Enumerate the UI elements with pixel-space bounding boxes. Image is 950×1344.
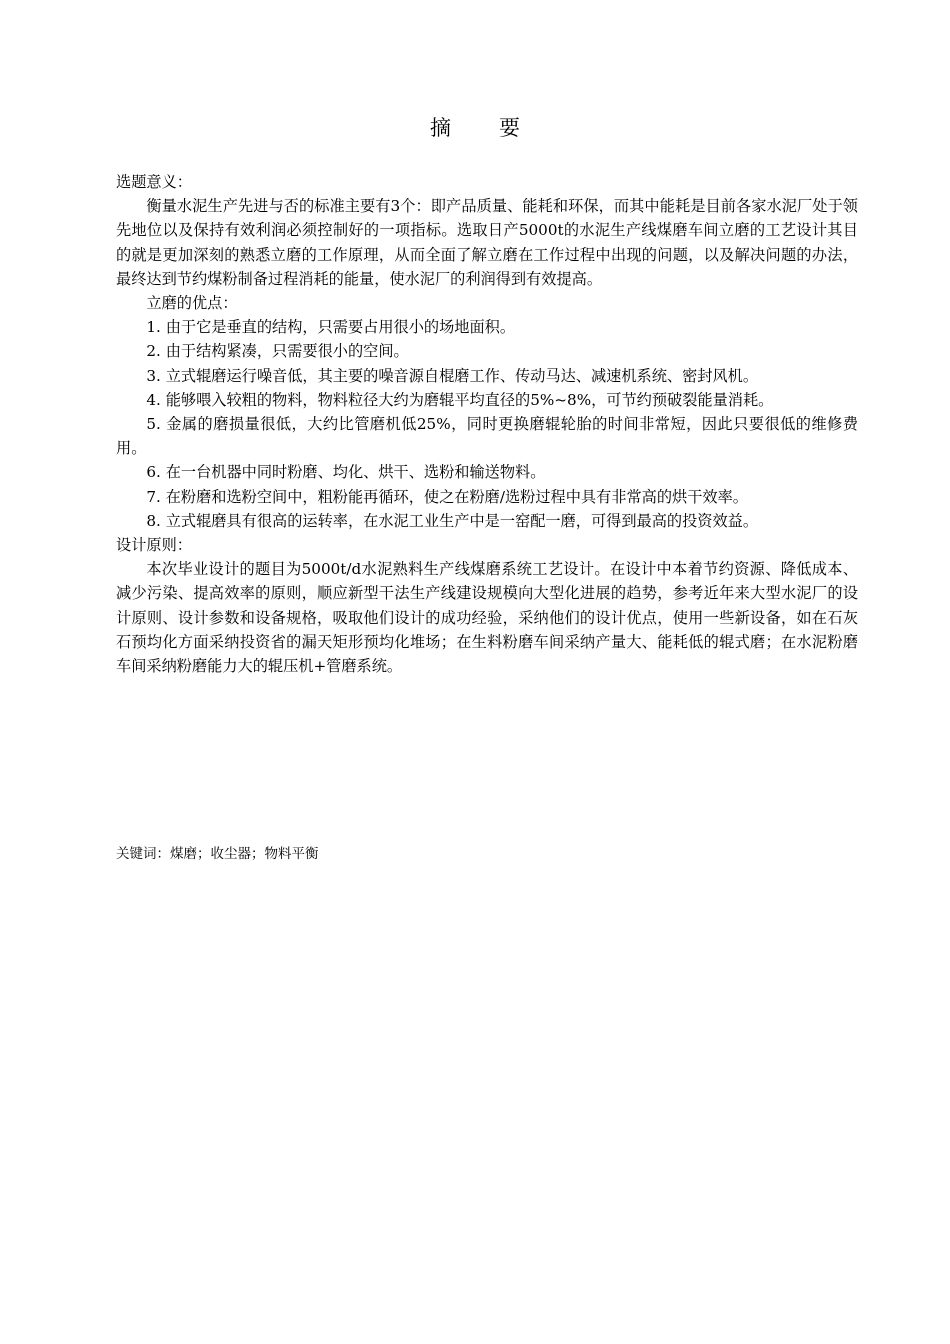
advantage-item-4: 4. 能够喂入较粗的物料，物料粒径大约为磨辊平均直径的5%~8%，可节约预破裂能量消耗。 <box>146 390 774 409</box>
significance-paragraph: 衡量水泥生产先进与否的标准主要有3个：即产品质量、能耗和环保，而其中能耗是目前各家水泥厂处于领先地位以及保持有效利润必须控制好的一项指标。选取日产5000t的水泥生产线煤磨车间立磨的工艺设计其目的就是更加深刻的熟悉立磨的工作原理，从而全面了解立磨在工作过程中出现的问题，以及解决问题的办法，最终达到节约煤粉制备过程消耗的能量，使水泥厂的利润得到有效提高。 <box>116 197 858 288</box>
title-char-1: 摘 <box>430 116 451 140</box>
section-heading-design-principles: 设计原则： <box>116 536 192 555</box>
design-principles-paragraph: 本次毕业设计的题目为5000t/d水泥熟料生产线煤磨系统工艺设计。在设计中本着节约资源、降低成本、减少污染、提高效率的原则，顺应新型干法生产线建设规模向大型化进展的趋势，参考近年来大型水泥厂的设计原则、设计参数和设备规格，吸取他们设计的成功经验，采纳他们的设计优点，使用一些新设备，如在石灰石预均化方面采纳投资省的漏天矩形预均化堆场；在生料粉磨车间采纳产量大、能耗低的辊式磨；在水泥粉磨车间采纳粉磨能力大的辊压机+管磨系统。 <box>116 560 858 676</box>
page-title <box>0 112 950 142</box>
advantages-heading: 立磨的优点： <box>146 294 238 313</box>
title-char-2: 要 <box>499 116 520 140</box>
advantage-item-1: 1. 由于它是垂直的结构，只需要占用很小的场地面积。 <box>146 318 516 337</box>
advantage-item-8: 8. 立式辊磨具有很高的运转率，在水泥工业生产中是一窑配一磨，可得到最高的投资效益。 <box>146 511 759 530</box>
section-heading-significance: 选题意义： <box>116 173 192 191</box>
abstract-body <box>116 170 858 678</box>
advantage-item-3: 3. 立式辊磨运行噪音低，其主要的噪音源自棍磨工作、传动马达、减速机系统、密封风机。 <box>146 366 759 385</box>
keywords-line: 关键词：煤磨；收尘器；物料平衡 <box>116 846 319 862</box>
advantage-item-2: 2. 由于结构紧凑，只需要很小的空间。 <box>146 342 409 361</box>
advantage-item-7: 7. 在粉磨和选粉空间中，粗粉能再循环，使之在粉磨/选粉过程中具有非常高的烘干效率。 <box>146 487 748 506</box>
advantage-item-5: 5. 金属的磨损量很低，大约比管磨机低25%，同时更换磨辊轮胎的时间非常短，因此只要很低的维修费用。 <box>116 415 858 458</box>
advantage-item-6: 6. 在一台机器中同时粉磨、均化、烘干、选粉和输送物料。 <box>146 463 546 482</box>
